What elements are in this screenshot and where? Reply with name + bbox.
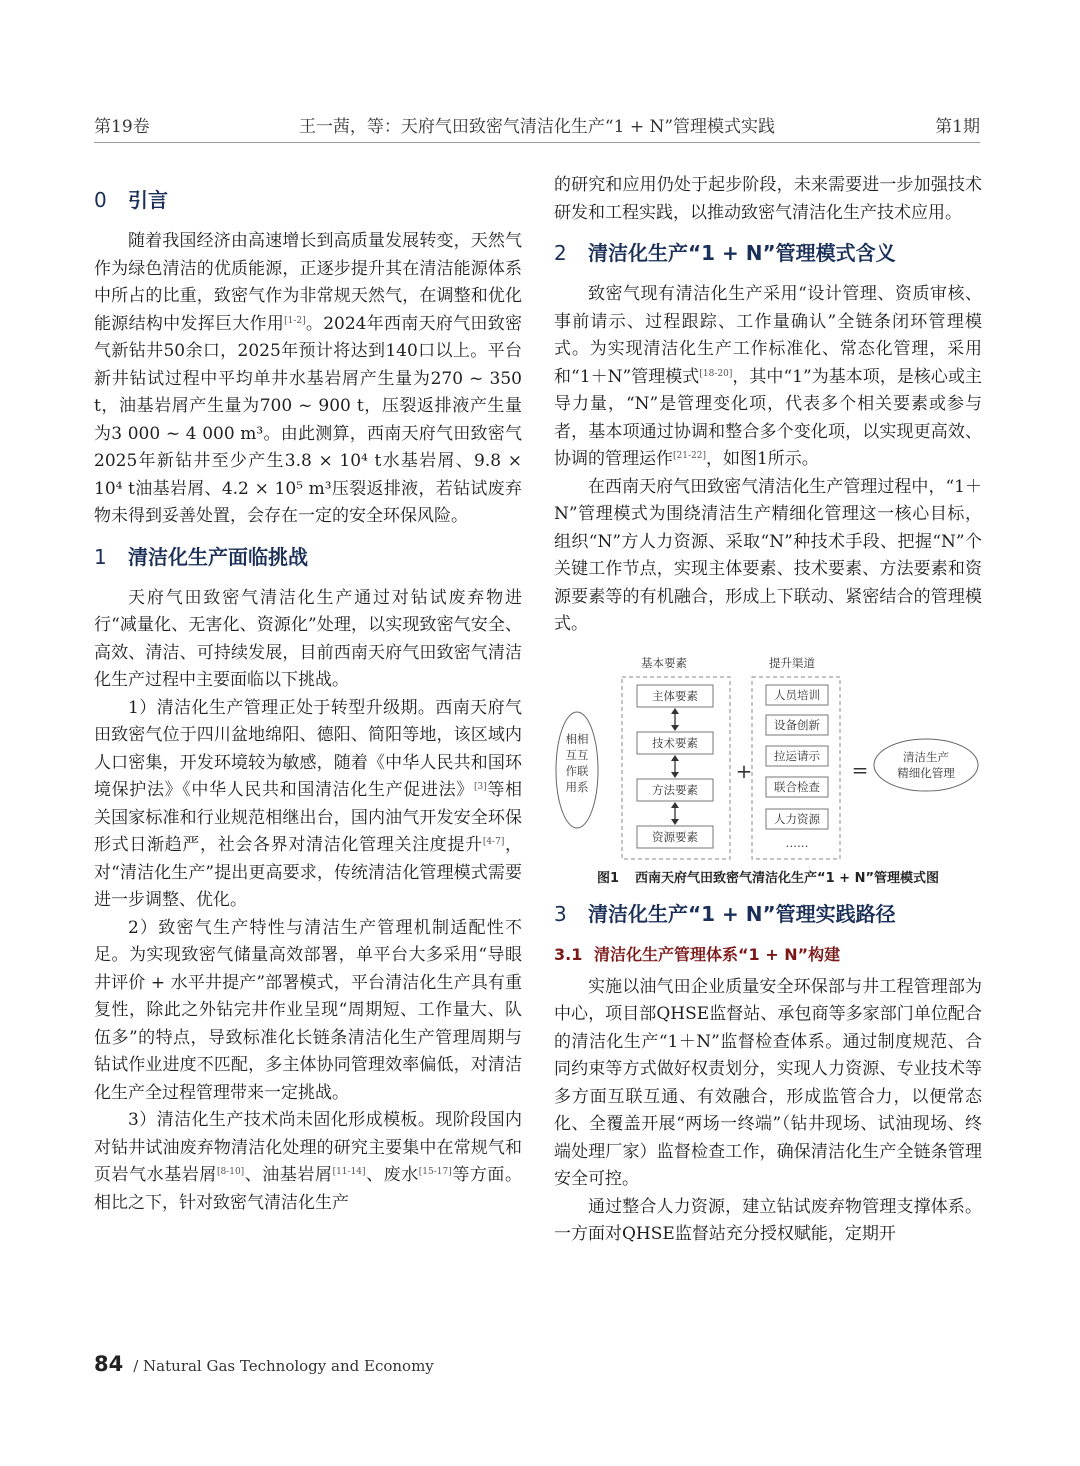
left-column [94,172,522,1217]
section-3-number: 3 [554,901,567,926]
section-3-heading [554,900,982,928]
section-2-text-c: ，如图1所示。 [705,449,819,469]
section-2-title: 清洁化生产“1 + N”管理模式含义 [588,241,896,265]
citation-4-7: [4-7] [482,837,505,847]
channels-label: 提升渠道 [769,655,815,670]
journal-name: / Natural Gas Technology and Economy [133,1357,434,1375]
section-3-title: 清洁化生产“1 + N”管理实践路径 [588,901,896,926]
ellipse-text-1: 相相 [565,731,589,746]
header-issue: 第1期 [935,117,980,137]
challenge-3-text-b: 、油基岩屑 [244,1165,333,1185]
right-column [554,172,982,1249]
challenge-3-paragraph [94,1107,522,1217]
section-1-heading [94,543,522,571]
continued-paragraph: 的研究和应用仍处于起步阶段，未来需要进一步加强技术研发和工程实践，以推动致密气清洁化生产技术应用。 [554,175,982,223]
basic-item-tech: 技术要素 [652,735,698,750]
ellipse-text-2: 互互 [565,747,589,762]
citation-1-2: [1-2] [284,315,306,326]
equals-sign: = [851,757,869,782]
section-3-1-number: 3.1 [554,944,583,964]
basic-elements-label: 基本要素 [641,655,687,670]
plus-sign: + [735,758,753,783]
intro-paragraph [94,228,522,531]
channel-item-training: 人员培训 [774,687,820,702]
section-3-1-paragraph-1: 实施以油气田企业质量安全环保部与井工程管理部为中心，项目部QHSE监督站、承包商等多家部门单位配合的清洁化生产“1＋N”监督检查体系。通过制度规范、合同约束等方式做好权责划分，实现人力资源、专业技术等多方面互联互通、有效融合，形成监管合力，以便常态化、全覆盖开展“两场一终端”（钻井现场、试油现场、终端处理厂家）监督检查工作，确保清洁化生产全链条管理安全可控。 [554,976,982,1189]
figure-1-caption-text: 西南天府气田致密气清洁化生产“1 + N”管理模式图 [635,870,939,886]
challenge-3-text-a: 3）清洁化生产技术尚未固化形成模板。现阶段国内对钻井试油废弃物清洁化处理的研究主要集中在常规气和页岩气水基岩屑 [94,1110,522,1185]
page-number: 84 [94,1352,124,1376]
channel-ellipsis: …… [785,835,809,850]
result-ellipse [874,739,978,791]
result-text-2: 精细化管理 [897,765,955,780]
citation-11-14: [11-14] [332,1167,366,1177]
challenge-1-paragraph [94,695,522,915]
citation-3: [3] [473,782,487,792]
citation-8-10: [8-10] [216,1167,245,1177]
channel-item-inspection: 联合检查 [774,779,820,794]
section-1-title: 清洁化生产面临挑战 [128,544,308,569]
channel-item-equipment: 设备创新 [774,717,820,732]
result-text-1: 清洁生产 [903,749,949,764]
section-2-text-a: 致密气现有清洁化生产采用“设计管理、资质审核、事前请示、过程跟踪、工作量确认”全链条闭环管理模式。为实现清洁化生产工作标准化、常态化管理，采用和“1＋N”管理模式 [554,284,982,387]
intro-text-a: 随着我国经济由高速增长到高质量发展转变，天然气作为绿色清洁的优质能源，正逐步提升其在清洁能源体系中所占的比重，致密气作为非常规天然气，在调整和优化能源结构中发挥巨大作用 [94,231,522,334]
citation-15-17: [15-17] [418,1167,452,1177]
section-0-heading [94,186,522,214]
challenge-1-text-a: 1）清洁化生产管理正处于转型升级期。西南天府气田致密气位于四川盆地绵阳、德阳、简阳等地，该区域内人口密集，开发环境较为敏感，随着《中华人民共和国环境保护法》《中华人民共和国清洁化生产促进法》 [94,697,522,800]
intro-text-b: 。2024年西南天府气田致密气新钻井50余口，2025年预计将达到140口以上。平台新井钻试过程中平均单井水基岩屑产生量为270 ~ 350 t，油基岩屑产生量为700 ~ 900 t，压裂返排液产生量为3 000 ~ 4 000 m³。由此测算，西南天府气田致密气2025年新钻井至少产生3.8 × 10⁴ t水基岩屑、9.8 × 10⁴ t油基岩屑、4.2 × 10⁵ m³压裂返排液，若钻试废弃物未得到妥善处置，会存在一定的安全环保风险。 [94,313,522,526]
section-2-heading [554,239,982,267]
channel-item-hr: 人力资源 [774,811,820,826]
section-1-intro: 天府气田致密气清洁化生产通过对钻试废弃物进行“减量化、无害化、资源化”处理，以实现致密气安全、高效、清洁、可持续发展，目前西南天府气田致密气清洁化生产过程中主要面临以下挑战。 [94,587,522,690]
double-arrows [671,708,679,825]
section-3-1-title: 清洁化生产管理体系“1 + N”构建 [594,944,841,964]
running-header [94,112,980,142]
section-3-1-heading [554,942,982,968]
section-2-paragraph-1 [554,281,982,474]
section-2-paragraph-2: 在西南天府气田致密气清洁化生产管理过程中，“1＋N”管理模式为围绕清洁生产精细化管理这一核心目标，组织“N”方人力资源、采取“N”种技术手段、把握“N”个关键工作节点，实现主体要素、技术要素、方法要素和资源要素等的有机融合，形成上下联动、紧密结合的管理模式。 [554,476,982,634]
page-footer [94,1352,434,1376]
citation-18-20: [18-20] [699,368,733,379]
challenge-3-text-c: 、废水 [365,1165,419,1185]
channel-item-transport: 拉运请示 [774,748,820,763]
section-1-number: 1 [94,544,107,569]
figure-1 [554,653,982,863]
figure-1-caption-number: 图1 [596,870,620,886]
header-volume: 第19卷 [94,117,150,137]
basic-item-resource: 资源要素 [652,829,698,844]
challenge-1-text-b: 等相关国家标准和行业规范相继出台，国内油气开发安全环保形式日渐趋严，社会各界对清洁化管理关注度提升 [94,780,522,855]
challenge-3-text-d: 等方面。相比之下，针对致密气清洁化生产 [94,1165,522,1213]
section-3-1-paragraph-2: 通过整合人力资源，建立钻试废弃物管理支撑体系。一方面对QHSE监督站充分授权赋能，定期开 [554,1196,982,1244]
figure-1-diagram [554,653,982,863]
citation-21-22: [21-22] [673,451,706,461]
header-title: 王一茜，等：天府气田致密气清洁化生产“1 + N”管理模式实践 [298,117,776,137]
basic-item-subject: 主体要素 [652,688,698,703]
basic-item-method: 方法要素 [652,782,698,797]
challenge-2-paragraph: 2）致密气生产特性与清洁生产管理机制适配性不足。为实现致密气储量高效部署，单平台大多采用“导眼井评价 + 水平井提产”部署模式，平台清洁化生产具有重复性，除此之外钻完井作业呈现“周期短、工作量大、队伍多”的特点，导致标准化长链条清洁化生产管理周期与钻试作业进度不匹配，多主体协同管理效率偏低，对清洁化生产全过程管理带来一定挑战。 [94,917,522,1103]
header-divider [94,142,980,143]
ellipse-text-4: 用系 [565,779,589,794]
section-0-number: 0 [94,188,107,212]
section-2-number: 2 [554,241,567,265]
figure-1-caption [554,867,982,886]
section-2-text-b: ，其中“1”为基本项，是核心或主导力量，“N”是管理变化项，代表多个相关要素或参与者，基本项通过协调和整合多个变化项，以实现更高效、协调的管理运作 [554,366,983,469]
section-0-title: 引言 [128,188,168,212]
challenge-1-text-c: ，对“清洁化生产”提出更高要求，传统清洁化管理模式需要进一步调整、优化。 [94,835,523,910]
ellipse-text-3: 作联 [565,763,589,778]
